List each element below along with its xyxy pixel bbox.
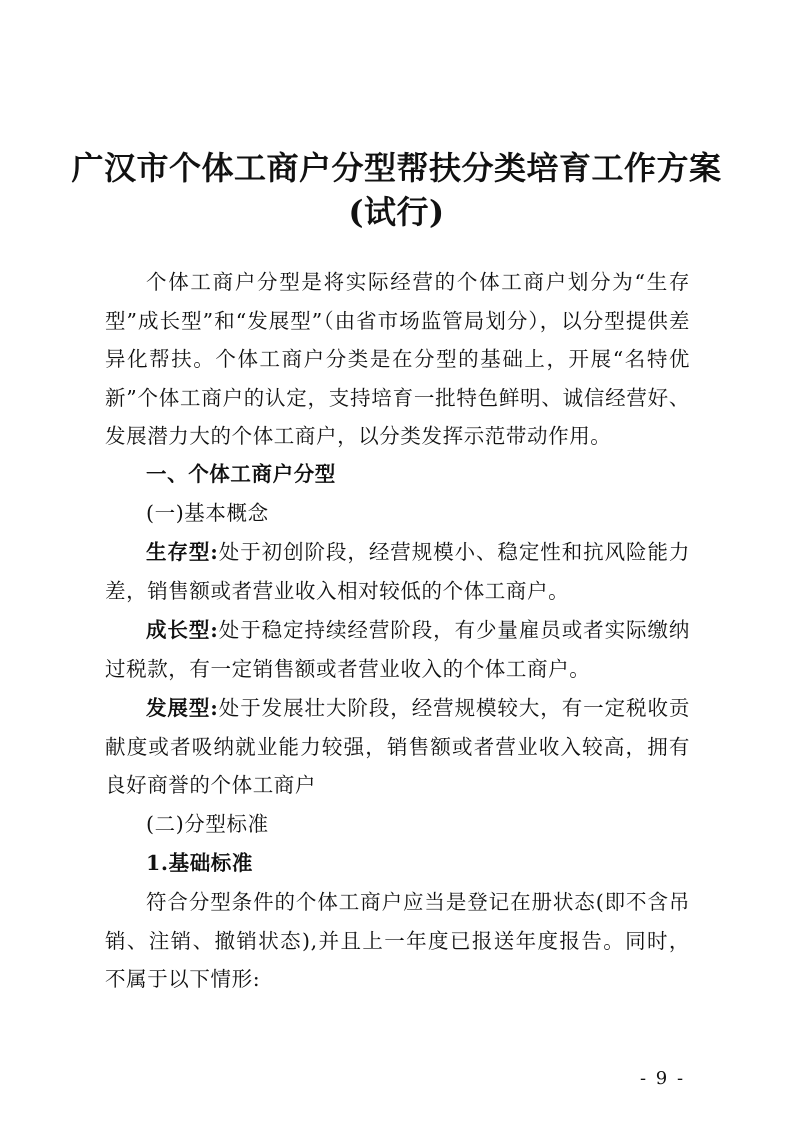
page-number: - 9 - bbox=[640, 1068, 686, 1089]
definition-survival-term: 生存型: bbox=[146, 540, 219, 564]
subsection-2 bbox=[105, 805, 690, 844]
basic-standard-heading: 1.基础标准 bbox=[146, 851, 254, 875]
definition-survival-text: 处于初创阶段，经营规模小、稳定性和抗风险能力差，销售额或者营业收入相对较低的个体工商户。 bbox=[105, 540, 690, 603]
section-1-heading: 一、个体工商户分型 bbox=[146, 462, 336, 486]
definition-development-term: 发展型: bbox=[146, 696, 219, 720]
subsection-1-heading: (一)基本概念 bbox=[146, 501, 269, 525]
definition-growth-text: 处于稳定持续经营阶段，有少量雇员或者实际缴纳过税款，有一定销售额或者营业收入的个体工商户。 bbox=[105, 618, 690, 681]
basic-standard-text: 符合分型条件的个体工商户应当是登记在册状态(即不含吊销、注销、撤销状态),并且上一年度已报送年度报告。同时，不属于以下情形: bbox=[105, 890, 690, 991]
definition-development-text: 处于发展壮大阶段，经营规模较大，有一定税收贡献度或者吸纳就业能力较强，销售额或者营业收入较高，拥有良好商誉的个体工商户 bbox=[105, 696, 690, 797]
basic-standard-body bbox=[105, 883, 690, 999]
definition-growth bbox=[105, 611, 690, 688]
basic-standard bbox=[105, 844, 690, 883]
intro-paragraph bbox=[105, 263, 690, 456]
subsection-1 bbox=[105, 494, 690, 533]
definition-development bbox=[105, 689, 690, 805]
document-subtitle: (试行) bbox=[348, 193, 445, 231]
section-1 bbox=[105, 455, 690, 494]
document-title: 广汉市个体工商户分型帮扶分类培育工作方案 bbox=[71, 149, 722, 187]
definition-survival bbox=[105, 533, 690, 610]
subsection-2-heading: (二)分型标准 bbox=[146, 812, 269, 836]
intro-text: 个体工商户分型是将实际经营的个体工商户划分为“生存型”成长型”和“发展型”（由省市场监管局划分），以分型提供差异化帮扶。个体工商户分类是在分型的基础上，开展“名特优新”个体工商户的认定，支持培育一批特色鲜明、诚信经营好、发展潜力大的个体工商户，以分类发挥示范带动作用。 bbox=[105, 270, 690, 448]
definition-growth-term: 成长型: bbox=[146, 618, 219, 642]
